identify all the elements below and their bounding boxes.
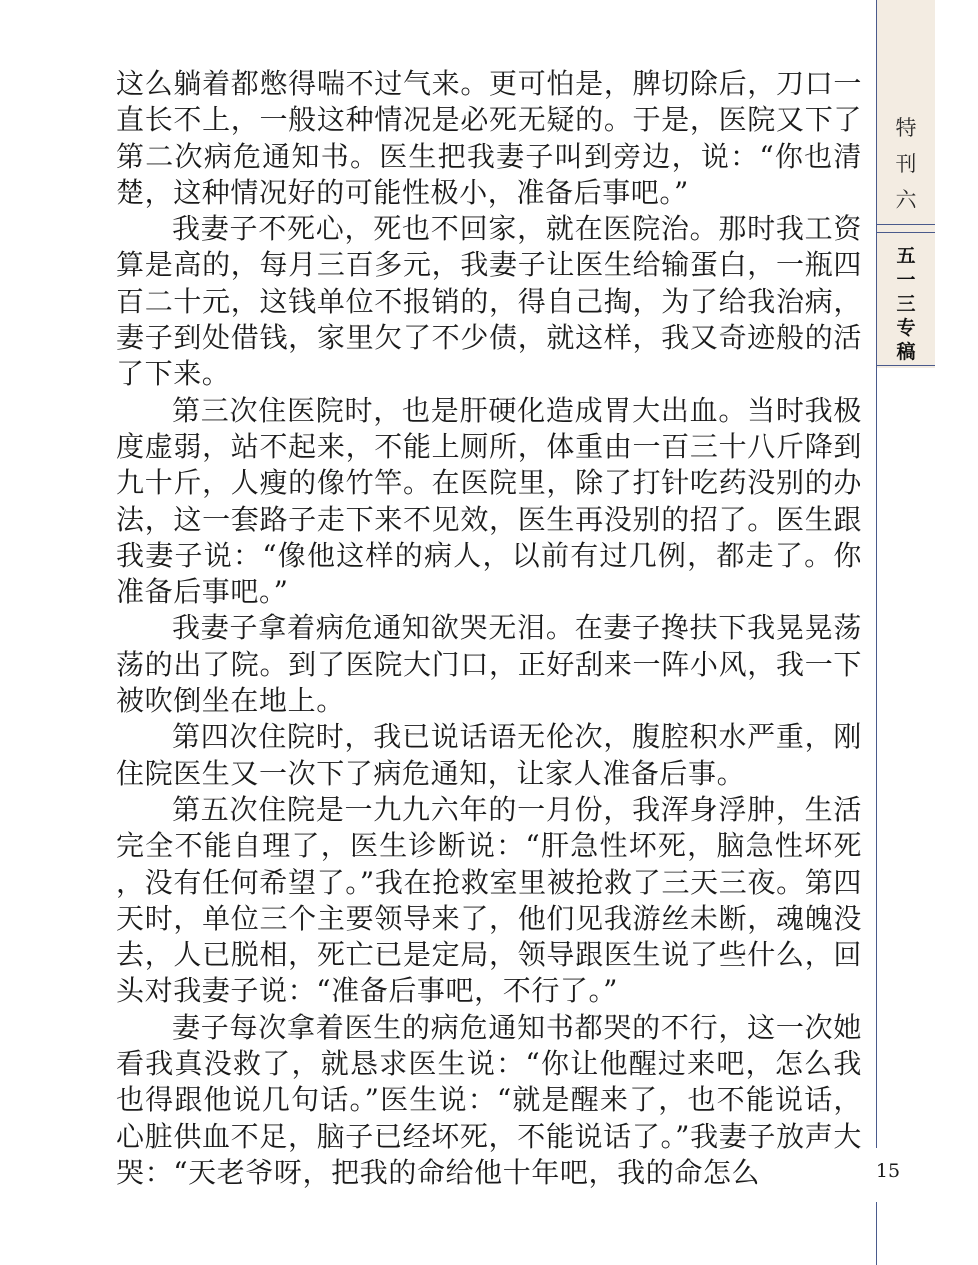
section-label-char: 六	[895, 188, 917, 212]
paragraph: 我妻子拿着病危通知欲哭无泪。在妻子搀扶下我晃晃荡荡的出了院。到了医院大门口，正好刮来一阵小风，我一下被吹倒坐在地上。	[116, 611, 862, 718]
section-label-feature	[877, 244, 935, 364]
section-label-char: 专	[896, 317, 916, 339]
paragraph: 这么躺着都憋得喘不过气来。更可怕是，脾切除后，刀口一直长不上，一般这种情况是必死无疑的。于是，医院又下了第二次病危通知书。医生把我妻子叫到旁边，说：“你也清楚，这种情况好的可能性极小，准备后事吧。”	[116, 67, 862, 209]
paragraph: 我妻子不死心，死也不回家，就在医院治。那时我工资算是高的，每月三百多元，我妻子让医生给输蛋白，一瓶四百二十元，这钱单位不报销的，得自己掏，为了给我治病，妻子到处借钱，家里欠了不少债，就这样，我又奇迹般的活了下来。	[116, 212, 862, 391]
sidebar-divider	[877, 224, 935, 225]
section-label-char: 一	[896, 269, 916, 291]
section-label-char: 五	[896, 245, 916, 267]
page-number: 15	[870, 1160, 906, 1182]
article-body	[116, 66, 862, 1191]
section-label-char: 刊	[895, 152, 917, 176]
paragraph: 第三次住医院时，也是肝硬化造成胃大出血。当时我极度虚弱，站不起来，不能上厕所，体重由一百三十八斤降到九十斤，人瘦的像竹竿。在医院里，除了打针吃药没别的办法，这一套路子走下来不见效，医生再没别的招了。医生跟我妻子说：“像他这样的病人，以前有过几例，都走了。你准备后事吧。”	[116, 393, 862, 609]
section-label-char: 稿	[896, 341, 916, 363]
sidebar-divider	[877, 232, 935, 233]
section-label-char: 特	[895, 116, 917, 140]
section-label-char: 三	[896, 293, 916, 315]
paragraph: 第五次住院是一九九六年的一月份，我浑身浮肿，生活完全不能自理了，医生诊断说：“肝急性坏死，脑急性坏死，没有任何希望了。”我在抢救室里被抢救了三天三夜。第四天时，单位三个主要领导来了，他们见我游丝未断，魂魄没去，人已脱相，死亡已是定局，领导跟医生说了些什么，回头对我妻子说：“准备后事吧，不行了。”	[116, 792, 862, 1008]
sidebar-divider	[877, 365, 935, 366]
paragraph: 妻子每次拿着医生的病危通知书都哭的不行，这一次她看我真没救了，就恳求医生说：“你让他醒过来吧，怎么我也得跟他说几句话。”医生说：“就是醒来了，也不能说话，心脏供血不足，脑子已经坏死，不能说话了。”我妻子放声大哭：“天老爷呀，把我的命给他十年吧，我的命怎么	[116, 1010, 862, 1189]
paragraph: 第四次住院时，我已说话语无伦次，腹腔积水严重，刚住院医生又一次下了病危通知，让家人准备后事。	[116, 720, 862, 790]
section-label-special-issue	[877, 110, 935, 218]
